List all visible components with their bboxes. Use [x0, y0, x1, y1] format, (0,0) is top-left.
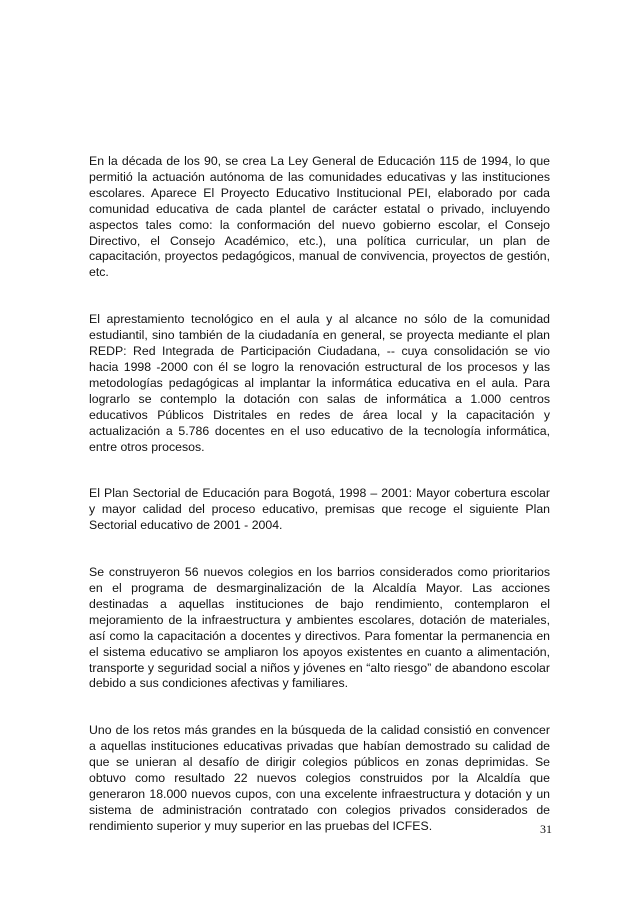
document-body	[89, 154, 550, 835]
paragraph-ley-general-educacion: En la década de los 90, se crea La Ley General de Educación 115 de 1994, lo que permitió la actuación autónoma de las comunidades educativas y las instituciones escolares. Aparece El Proyecto Educativo Institucional PEI, elaborado por cada comunidad educativa de cada plantel de carácter estatal o privado, incluyendo aspectos tales como: la conformación del nuevo gobierno escolar, el Consejo Directivo, el Consejo Académico, etc.), una política curricular, un plan de capacitación, proyectos pedagógicos, manual de convivencia, proyectos de gestión, etc.	[89, 154, 550, 280]
paragraph-nuevos-colegios: Se construyeron 56 nuevos colegios en los barrios considerados como prioritarios en el programa de desmarginalización de la Alcaldía Mayor. Las acciones destinadas a aquellas instituciones de bajo rendimiento, contemplaron el mejoramiento de la infraestructura y ambientes escolares, dotación de materiales, así como la capacitación a docentes y directivos. Para fomentar la permanencia en el sistema educativo se ampliaron los apoyos existentes en cuanto a alimentación, transporte y seguridad social a niños y jóvenes en “alto riesgo” de abandono escolar debido a sus condiciones afectivas y familiares.	[89, 565, 550, 691]
paragraph-plan-sectorial: El Plan Sectorial de Educación para Bogotá, 1998 – 2001: Mayor cobertura escolar y mayor calidad del proceso educativo, premisas que recoge el siguiente Plan Sectorial educativo de 2001 - 2004.	[89, 486, 550, 533]
page-number: 31	[540, 822, 552, 836]
paragraph-retos-calidad: Uno de los retos más grandes en la búsqueda de la calidad consistió en convencer a aquellas instituciones educativas privadas que habían demostrado su calidad de que se unieran al desafío de dirigir colegios públicos en zonas deprimidas. Se obtuvo como resultado 22 nuevos colegios construidos por la Alcaldía que generaron 18.000 nuevos cupos, con una excelente infraestructura y dotación y un sistema de administración contratado con colegios privados considerados de rendimiento superior y muy superior en las pruebas del ICFES.	[89, 723, 550, 833]
paragraph-aprestamiento-tecnologico: El aprestamiento tecnológico en el aula y al alcance no sólo de la comunidad estudiantil, sino también de la ciudadanía en general, se proyecta mediante el plan REDP: Red Integrada de Participación Ciudadana, -- cuya consolidación se vio hacia 1998 -2000 con él se logro la renovación estructural de los procesos y las metodologías pedagógicas al implantar la informática educativa en el aula. Para lograrlo se contemplo la dotación con salas de informática a 1.000 centros educativos Públicos Distritales en redes de área local y la capacitación y actualización a 5.786 docentes en el uso educativo de la tecnología informática, entre otros procesos.	[89, 312, 550, 454]
